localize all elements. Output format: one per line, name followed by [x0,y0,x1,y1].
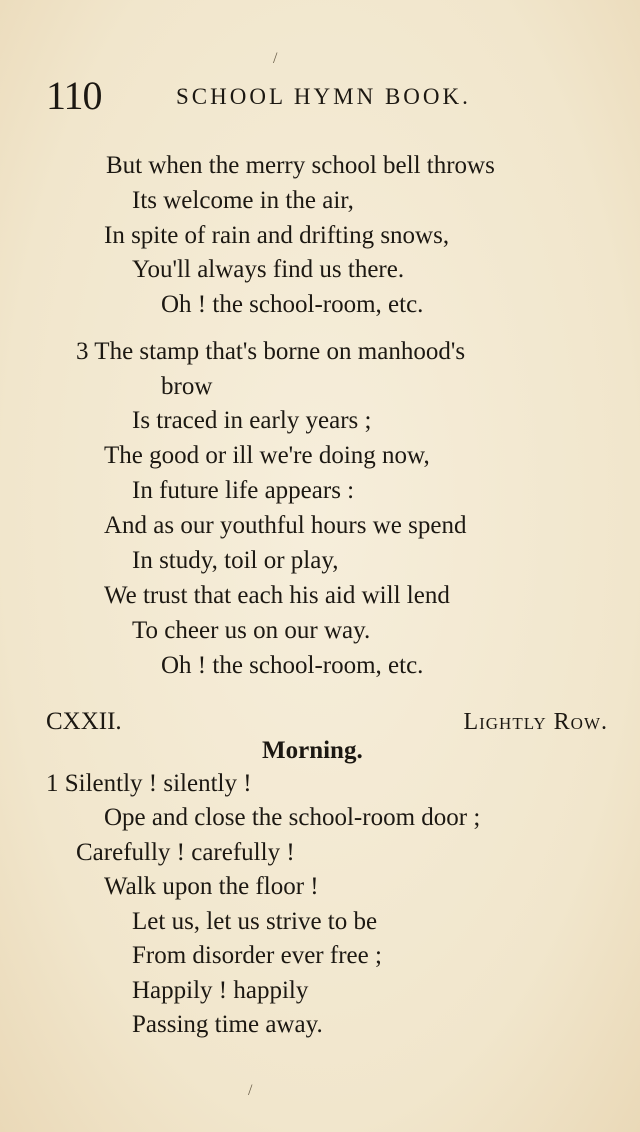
verse-line: We trust that each his aid will lend [104,582,450,609]
verse-line: brow [161,373,213,400]
verse-line: From disorder ever free ; [132,942,382,969]
verse-line: Ope and close the school-room door ; [104,804,481,831]
refrain-line: Oh ! the school-room, etc. [161,291,424,318]
top-mark: / [273,50,278,67]
verse-line: Walk upon the floor ! [104,873,319,900]
page-header [0,70,640,120]
running-title: SCHOOL HYMN BOOK. [176,84,471,109]
verse-line: In spite of rain and drifting snows, [104,222,450,249]
verse-line: You'll always find us there. [132,256,405,283]
verse-line: Its welcome in the air, [132,187,354,214]
verse-line: But when the merry school bell throws [106,152,495,179]
bottom-mark: / [248,1082,253,1099]
verse-line: In study, toil or play, [132,547,339,574]
verse-line: Happily ! happily [132,977,309,1004]
hymn-title: Morning. [262,737,363,764]
verse-line: Carefully ! carefully ! [76,839,295,866]
verse-line: To cheer us on our way. [132,617,371,644]
tune-name: Lightly Row. [463,709,608,735]
verse-line: In future life appears : [132,477,355,504]
verse-line: Is traced in early years ; [132,407,372,434]
verse-line: Passing time away. [132,1011,323,1038]
verse-line: 1 Silently ! silently ! [46,770,252,797]
page-number: 110 [46,73,102,118]
verse-line: 3 The stamp that's borne on manhood's [76,338,466,365]
verse-line: Let us, let us strive to be [132,908,378,935]
refrain-line: Oh ! the school-room, etc. [161,652,424,679]
hymn-number: CXXII. [46,708,122,735]
verse-line: And as our youthful hours we spend [104,512,467,539]
verse-line: The good or ill we're doing now, [104,442,430,469]
